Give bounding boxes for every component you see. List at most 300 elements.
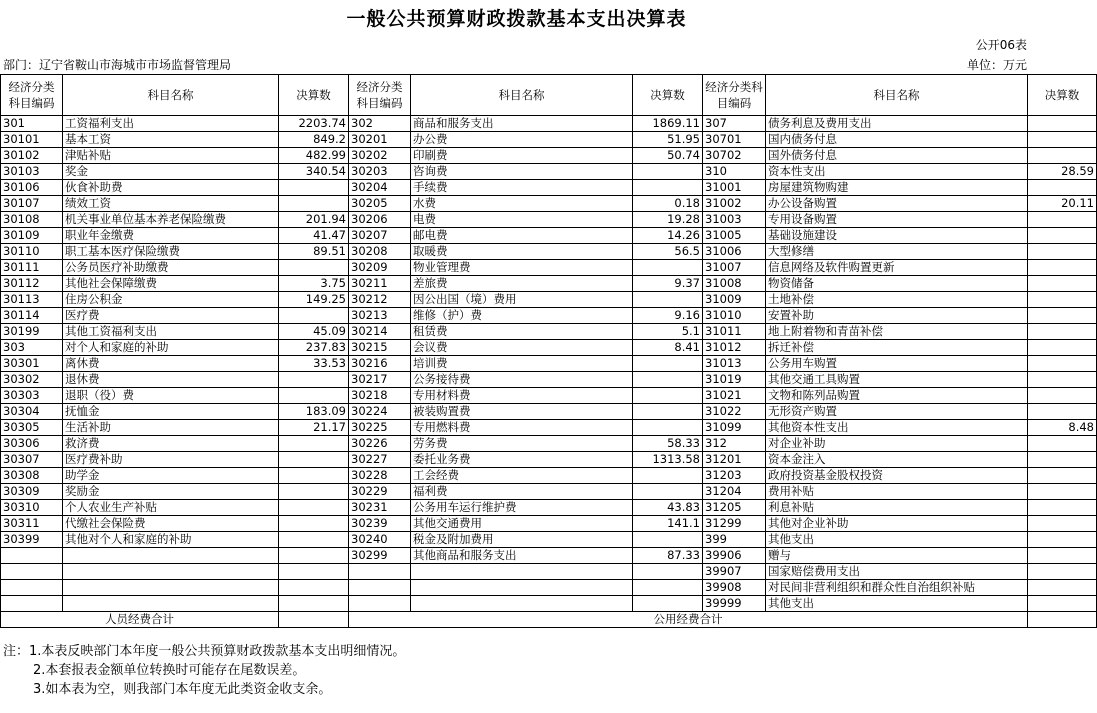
table-row	[1, 388, 1097, 404]
table-row	[1, 372, 1097, 388]
header-row	[1, 75, 1097, 116]
item-name-cell: 咨询费	[411, 164, 633, 180]
item-name-cell: 对个人和家庭的补助	[63, 340, 279, 356]
item-name-cell: 邮电费	[411, 228, 633, 244]
item-name-cell: 基础设施建设	[766, 228, 1028, 244]
item-name-cell: 专用材料费	[411, 388, 633, 404]
code-cell: 30309	[1, 484, 63, 500]
item-name-cell: 抚恤金	[63, 404, 279, 420]
amount-cell	[279, 452, 349, 468]
code-cell: 30229	[349, 484, 411, 500]
table-row	[1, 580, 1097, 596]
code-cell: 399	[703, 532, 766, 548]
item-name-cell: 国家赔偿费用支出	[766, 564, 1028, 580]
code-cell: 30218	[349, 388, 411, 404]
header-amount-3: 决算数	[1028, 75, 1097, 116]
amount-cell	[279, 548, 349, 564]
amount-cell	[1028, 308, 1097, 324]
item-name-cell: 个人农业生产补贴	[63, 500, 279, 516]
code-cell: 30228	[349, 468, 411, 484]
table-row	[1, 596, 1097, 612]
code-cell: 31009	[703, 292, 766, 308]
code-cell: 31019	[703, 372, 766, 388]
item-name-cell: 工会经费	[411, 468, 633, 484]
item-name-cell: 办公设备购置	[766, 196, 1028, 212]
code-cell	[1, 580, 63, 596]
amount-cell	[633, 164, 703, 180]
amount-cell: 1869.11	[633, 116, 703, 132]
item-name-cell: 对企业补助	[766, 436, 1028, 452]
table-row	[1, 180, 1097, 196]
code-cell: 30224	[349, 404, 411, 420]
amount-cell	[279, 436, 349, 452]
amount-cell: 87.33	[633, 548, 703, 564]
item-name-cell: 公务用车购置	[766, 356, 1028, 372]
code-cell: 31022	[703, 404, 766, 420]
amount-cell	[1028, 596, 1097, 612]
amount-cell	[1028, 388, 1097, 404]
item-name-cell: 物业管理费	[411, 260, 633, 276]
code-cell: 31099	[703, 420, 766, 436]
item-name-cell: 工资福利支出	[63, 116, 279, 132]
amount-cell	[279, 596, 349, 612]
totals-row	[1, 612, 1097, 628]
code-cell: 30199	[1, 324, 63, 340]
amount-cell	[1028, 532, 1097, 548]
code-cell: 302	[349, 116, 411, 132]
code-cell: 30211	[349, 276, 411, 292]
table-row	[1, 532, 1097, 548]
amount-cell: 50.74	[633, 148, 703, 164]
code-cell: 307	[703, 116, 766, 132]
code-cell: 30215	[349, 340, 411, 356]
amount-cell	[1028, 116, 1097, 132]
amount-cell	[279, 180, 349, 196]
amount-cell: 9.37	[633, 276, 703, 292]
code-cell: 31007	[703, 260, 766, 276]
code-cell: 30301	[1, 356, 63, 372]
amount-cell: 201.94	[279, 212, 349, 228]
item-name-cell: 对民间非营利组织和群众性自治组织补贴	[766, 580, 1028, 596]
amount-cell	[633, 564, 703, 580]
item-name-cell	[63, 580, 279, 596]
item-name-cell: 退休费	[63, 372, 279, 388]
amount-cell	[279, 388, 349, 404]
table-row	[1, 436, 1097, 452]
table-row	[1, 276, 1097, 292]
amount-cell: 340.54	[279, 164, 349, 180]
code-cell	[1, 548, 63, 564]
table-row	[1, 164, 1097, 180]
item-name-cell: 办公费	[411, 132, 633, 148]
amount-cell	[1028, 564, 1097, 580]
item-name-cell: 国外债务付息	[766, 148, 1028, 164]
item-name-cell: 无形资产购置	[766, 404, 1028, 420]
code-cell: 30113	[1, 292, 63, 308]
code-cell: 31010	[703, 308, 766, 324]
table-row	[1, 132, 1097, 148]
item-name-cell: 其他支出	[766, 596, 1028, 612]
item-name-cell: 机关事业单位基本养老保险缴费	[63, 212, 279, 228]
amount-cell	[1028, 468, 1097, 484]
item-name-cell: 专用燃料费	[411, 420, 633, 436]
code-cell	[349, 580, 411, 596]
code-cell	[1, 596, 63, 612]
amount-cell	[1028, 228, 1097, 244]
amount-cell	[633, 180, 703, 196]
item-name-cell: 伙食补助费	[63, 180, 279, 196]
amount-cell	[633, 580, 703, 596]
amount-cell: 849.2	[279, 132, 349, 148]
code-cell: 39999	[703, 596, 766, 612]
amount-cell: 1313.58	[633, 452, 703, 468]
amount-cell: 14.26	[633, 228, 703, 244]
code-cell: 30702	[703, 148, 766, 164]
table-row	[1, 292, 1097, 308]
item-name-cell: 职业年金缴费	[63, 228, 279, 244]
amount-cell	[279, 196, 349, 212]
code-cell: 30112	[1, 276, 63, 292]
header-code-3: 经济分类科目编码	[703, 75, 766, 116]
code-cell: 30108	[1, 212, 63, 228]
code-cell: 31013	[703, 356, 766, 372]
amount-cell	[1028, 404, 1097, 420]
header-code-2: 经济分类科目编码	[349, 75, 411, 116]
table-row	[1, 548, 1097, 564]
item-name-cell: 助学金	[63, 468, 279, 484]
amount-cell	[279, 468, 349, 484]
item-name-cell: 医疗费	[63, 308, 279, 324]
code-cell: 30106	[1, 180, 63, 196]
amount-cell: 8.41	[633, 340, 703, 356]
amount-cell	[1028, 324, 1097, 340]
code-cell: 30231	[349, 500, 411, 516]
amount-cell: 56.5	[633, 244, 703, 260]
code-cell: 30206	[349, 212, 411, 228]
item-name-cell: 其他社会保障缴费	[63, 276, 279, 292]
table-row	[1, 308, 1097, 324]
item-name-cell: 水费	[411, 196, 633, 212]
header-name-2: 科目名称	[411, 75, 633, 116]
item-name-cell: 津贴补贴	[63, 148, 279, 164]
amount-cell	[1028, 372, 1097, 388]
code-cell: 310	[703, 164, 766, 180]
code-cell: 31203	[703, 468, 766, 484]
code-cell: 30208	[349, 244, 411, 260]
personnel-total-label: 人员经费合计	[1, 612, 279, 628]
item-name-cell: 被装购置费	[411, 404, 633, 420]
code-cell: 30304	[1, 404, 63, 420]
code-cell: 30216	[349, 356, 411, 372]
item-name-cell: 住房公积金	[63, 292, 279, 308]
item-name-cell: 劳务费	[411, 436, 633, 452]
table-row	[1, 452, 1097, 468]
item-name-cell: 政府投资基金股权投资	[766, 468, 1028, 484]
code-cell: 30214	[349, 324, 411, 340]
amount-cell	[1028, 132, 1097, 148]
amount-cell: 28.59	[1028, 164, 1097, 180]
amount-cell	[633, 484, 703, 500]
amount-cell	[633, 292, 703, 308]
amount-cell: 5.1	[633, 324, 703, 340]
code-cell: 30213	[349, 308, 411, 324]
amount-cell	[1028, 516, 1097, 532]
table-row	[1, 420, 1097, 436]
code-cell: 31201	[703, 452, 766, 468]
amount-cell	[279, 564, 349, 580]
personnel-total-value	[279, 612, 349, 628]
code-cell: 31011	[703, 324, 766, 340]
item-name-cell	[411, 596, 633, 612]
table-code: 公开06表	[975, 38, 1027, 52]
amount-cell: 9.16	[633, 308, 703, 324]
amount-cell: 141.1	[633, 516, 703, 532]
table-row	[1, 212, 1097, 228]
item-name-cell: 印刷费	[411, 148, 633, 164]
code-cell: 30226	[349, 436, 411, 452]
item-name-cell: 房屋建筑物购建	[766, 180, 1028, 196]
amount-cell	[633, 532, 703, 548]
table-row	[1, 324, 1097, 340]
code-cell: 30209	[349, 260, 411, 276]
notes	[3, 642, 405, 699]
item-name-cell: 救济费	[63, 436, 279, 452]
department-label: 部门：辽宁省鞍山市海城市市场监督管理局	[3, 58, 232, 72]
code-cell: 31299	[703, 516, 766, 532]
item-name-cell: 差旅费	[411, 276, 633, 292]
item-name-cell	[63, 564, 279, 580]
item-name-cell: 税金及附加费用	[411, 532, 633, 548]
code-cell: 30227	[349, 452, 411, 468]
code-cell: 39907	[703, 564, 766, 580]
item-name-cell: 福利费	[411, 484, 633, 500]
amount-cell	[1028, 244, 1097, 260]
item-name-cell: 委托业务费	[411, 452, 633, 468]
code-cell: 30308	[1, 468, 63, 484]
amount-cell: 51.95	[633, 132, 703, 148]
code-cell: 312	[703, 436, 766, 452]
amount-cell: 2203.74	[279, 116, 349, 132]
page-title: 一般公共预算财政拨款基本支出决算表	[346, 8, 687, 30]
code-cell: 30109	[1, 228, 63, 244]
code-cell: 30111	[1, 260, 63, 276]
code-cell: 30310	[1, 500, 63, 516]
code-cell: 30225	[349, 420, 411, 436]
item-name-cell	[411, 580, 633, 596]
code-cell: 30307	[1, 452, 63, 468]
amount-cell	[279, 580, 349, 596]
item-name-cell: 土地补偿	[766, 292, 1028, 308]
item-name-cell: 资本性支出	[766, 164, 1028, 180]
amount-cell: 482.99	[279, 148, 349, 164]
amount-cell: 237.83	[279, 340, 349, 356]
code-cell	[349, 564, 411, 580]
amount-cell	[1028, 276, 1097, 292]
item-name-cell: 培训费	[411, 356, 633, 372]
code-cell: 303	[1, 340, 63, 356]
amount-cell: 19.28	[633, 212, 703, 228]
code-cell: 30239	[349, 516, 411, 532]
amount-cell	[1028, 484, 1097, 500]
code-cell: 30114	[1, 308, 63, 324]
item-name-cell: 因公出国（境）费用	[411, 292, 633, 308]
item-name-cell: 手续费	[411, 180, 633, 196]
item-name-cell: 其他对个人和家庭的补助	[63, 532, 279, 548]
amount-cell: 45.09	[279, 324, 349, 340]
note-1: 注：1.本表反映部门本年度一般公共预算财政拨款基本支出明细情况。	[3, 644, 406, 659]
item-name-cell: 国内债务付息	[766, 132, 1028, 148]
code-cell: 31001	[703, 180, 766, 196]
public-total-value	[1028, 612, 1097, 628]
code-cell: 30101	[1, 132, 63, 148]
code-cell	[1, 564, 63, 580]
table-row	[1, 244, 1097, 260]
amount-cell	[1028, 356, 1097, 372]
amount-cell	[1028, 148, 1097, 164]
amount-cell	[1028, 452, 1097, 468]
amount-cell	[279, 308, 349, 324]
code-cell: 39906	[703, 548, 766, 564]
table-row	[1, 260, 1097, 276]
code-cell: 30110	[1, 244, 63, 260]
item-name-cell: 职工基本医疗保险缴费	[63, 244, 279, 260]
item-name-cell: 其他支出	[766, 532, 1028, 548]
amount-cell	[633, 404, 703, 420]
amount-cell: 8.48	[1028, 420, 1097, 436]
item-name-cell: 其他对企业补助	[766, 516, 1028, 532]
table-row	[1, 404, 1097, 420]
header-amount-2: 决算数	[633, 75, 703, 116]
item-name-cell: 商品和服务支出	[411, 116, 633, 132]
code-cell: 31002	[703, 196, 766, 212]
item-name-cell: 公务用车运行维护费	[411, 500, 633, 516]
code-cell: 30205	[349, 196, 411, 212]
item-name-cell: 维修（护）费	[411, 308, 633, 324]
public-total-label: 公用经费合计	[349, 612, 1028, 628]
item-name-cell	[63, 548, 279, 564]
code-cell: 30212	[349, 292, 411, 308]
code-cell: 30311	[1, 516, 63, 532]
code-cell: 30217	[349, 372, 411, 388]
item-name-cell: 会议费	[411, 340, 633, 356]
item-name-cell: 文物和陈列品购置	[766, 388, 1028, 404]
code-cell: 30305	[1, 420, 63, 436]
code-cell: 39908	[703, 580, 766, 596]
amount-cell	[1028, 548, 1097, 564]
table-row	[1, 228, 1097, 244]
amount-cell	[1028, 260, 1097, 276]
amount-cell: 183.09	[279, 404, 349, 420]
amount-cell	[279, 532, 349, 548]
code-cell: 30399	[1, 532, 63, 548]
code-cell: 301	[1, 116, 63, 132]
code-cell: 31205	[703, 500, 766, 516]
item-name-cell: 物资储备	[766, 276, 1028, 292]
table-row	[1, 116, 1097, 132]
amount-cell	[279, 260, 349, 276]
item-name-cell: 奖金	[63, 164, 279, 180]
code-cell: 31005	[703, 228, 766, 244]
expenditure-table	[0, 74, 1097, 628]
item-name-cell: 奖励金	[63, 484, 279, 500]
amount-cell	[1028, 212, 1097, 228]
item-name-cell: 基本工资	[63, 132, 279, 148]
item-name-cell	[63, 596, 279, 612]
note-2: 2.本套报表金额单位转换时可能存在尾数误差。	[33, 663, 306, 678]
item-name-cell: 公务接待费	[411, 372, 633, 388]
code-cell: 31012	[703, 340, 766, 356]
table-row	[1, 564, 1097, 580]
amount-cell	[633, 468, 703, 484]
item-name-cell: 利息补贴	[766, 500, 1028, 516]
item-name-cell: 其他商品和服务支出	[411, 548, 633, 564]
unit-label: 单位：万元	[966, 58, 1027, 72]
amount-cell	[279, 372, 349, 388]
table-row	[1, 356, 1097, 372]
item-name-cell: 拆迁补偿	[766, 340, 1028, 356]
table-row	[1, 484, 1097, 500]
amount-cell	[279, 500, 349, 516]
amount-cell: 58.33	[633, 436, 703, 452]
amount-cell: 21.17	[279, 420, 349, 436]
item-name-cell: 取暖费	[411, 244, 633, 260]
note-3: 3.如本表为空，则我部门本年度无此类资金收支余。	[33, 682, 332, 697]
item-name-cell: 租赁费	[411, 324, 633, 340]
code-cell: 30303	[1, 388, 63, 404]
code-cell: 30302	[1, 372, 63, 388]
amount-cell	[279, 484, 349, 500]
table-row	[1, 196, 1097, 212]
item-name-cell: 费用补贴	[766, 484, 1028, 500]
amount-cell	[1028, 292, 1097, 308]
code-cell: 30306	[1, 436, 63, 452]
header-amount-1: 决算数	[279, 75, 349, 116]
item-name-cell: 退职（役）费	[63, 388, 279, 404]
amount-cell: 20.11	[1028, 196, 1097, 212]
item-name-cell: 安置补助	[766, 308, 1028, 324]
code-cell: 30207	[349, 228, 411, 244]
amount-cell	[633, 260, 703, 276]
amount-cell	[279, 516, 349, 532]
table-row	[1, 468, 1097, 484]
item-name-cell: 信息网络及软件购置更新	[766, 260, 1028, 276]
amount-cell: 0.18	[633, 196, 703, 212]
item-name-cell: 其他交通工具购置	[766, 372, 1028, 388]
item-name-cell: 离休费	[63, 356, 279, 372]
code-cell	[349, 596, 411, 612]
amount-cell: 43.83	[633, 500, 703, 516]
item-name-cell: 其他工资福利支出	[63, 324, 279, 340]
item-name-cell: 其他交通费用	[411, 516, 633, 532]
item-name-cell: 赠与	[766, 548, 1028, 564]
item-name-cell: 生活补助	[63, 420, 279, 436]
code-cell: 31003	[703, 212, 766, 228]
code-cell: 30203	[349, 164, 411, 180]
item-name-cell: 医疗费补助	[63, 452, 279, 468]
table-row	[1, 516, 1097, 532]
code-cell: 30202	[349, 148, 411, 164]
amount-cell	[633, 388, 703, 404]
header-name-3: 科目名称	[766, 75, 1028, 116]
amount-cell: 3.75	[279, 276, 349, 292]
item-name-cell: 地上附着物和青苗补偿	[766, 324, 1028, 340]
amount-cell	[1028, 340, 1097, 356]
amount-cell	[633, 420, 703, 436]
code-cell: 30240	[349, 532, 411, 548]
header-code-1: 经济分类科目编码	[1, 75, 63, 116]
code-cell: 31021	[703, 388, 766, 404]
code-cell: 30103	[1, 164, 63, 180]
